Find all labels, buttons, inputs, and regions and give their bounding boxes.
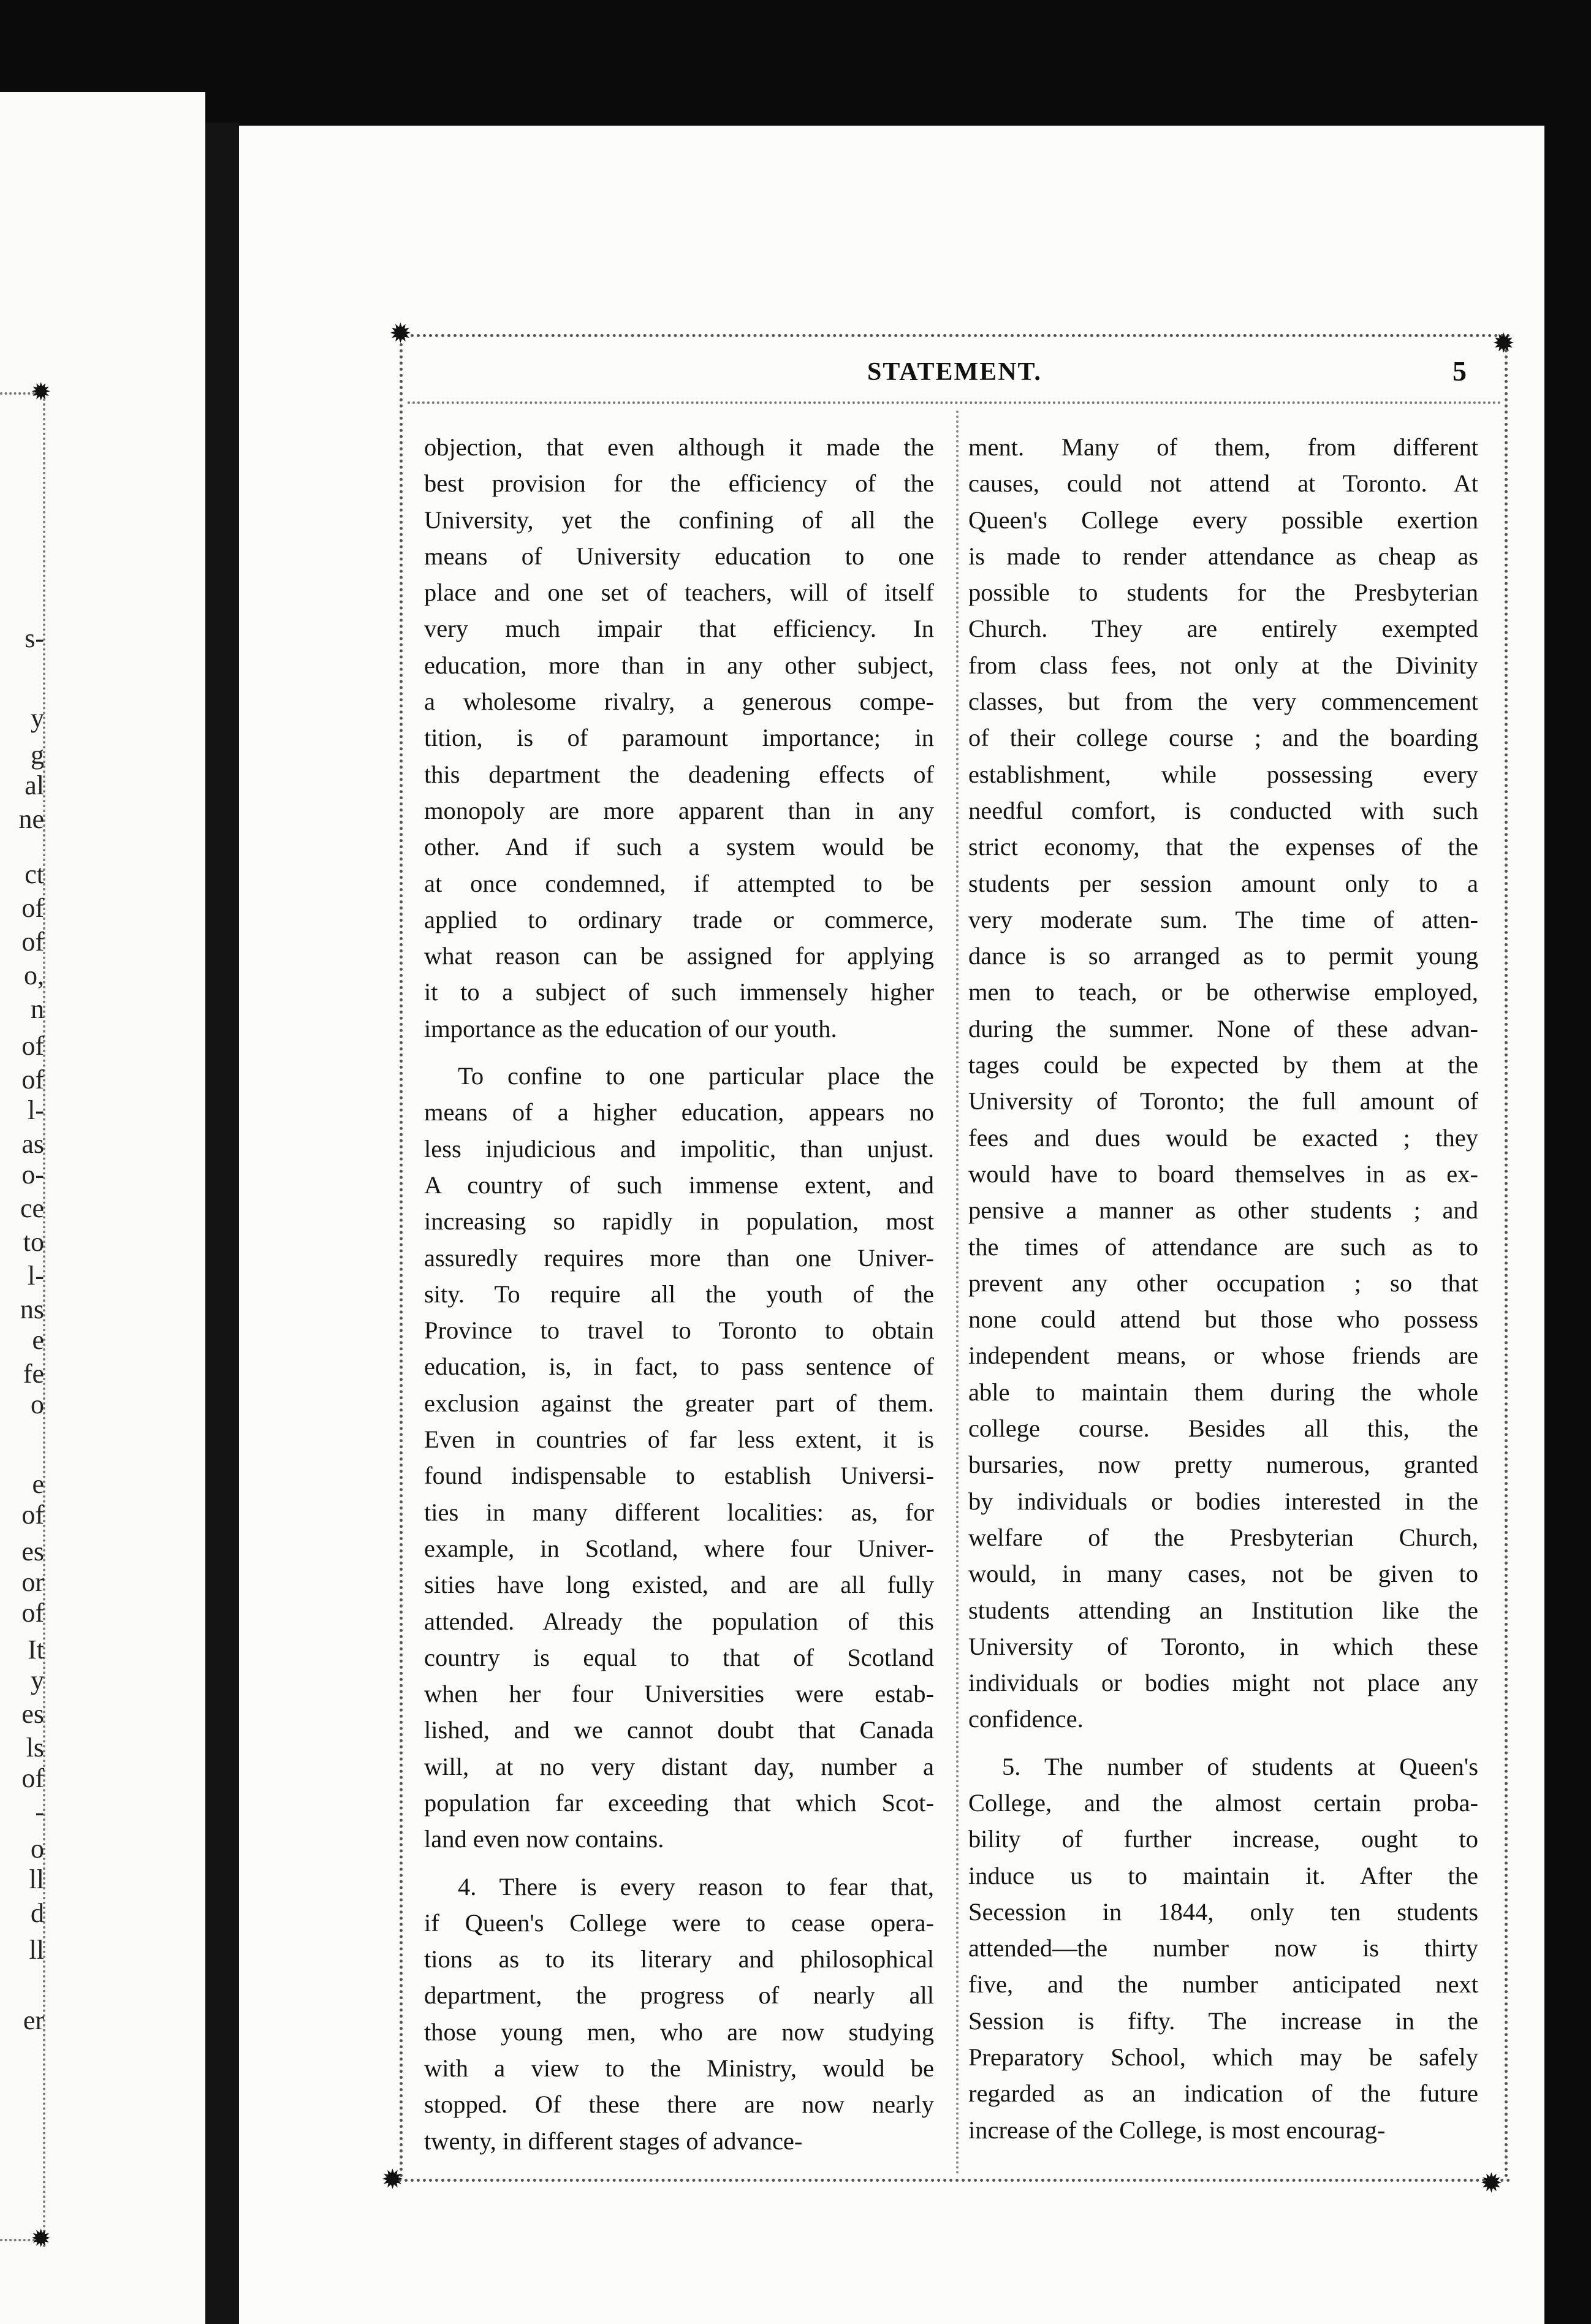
text-line: importance as the education of our youth. <box>424 1014 837 1042</box>
text-line: bility of further increase, ought to <box>968 1825 1478 1853</box>
text-line: ment. Many of them, from different <box>968 433 1478 461</box>
text-line: those young men, who are now studying <box>424 2018 934 2046</box>
text-line: Church. They are entirely exempted <box>968 615 1478 643</box>
text-line: University of Toronto; the full amount of <box>968 1087 1478 1115</box>
left-page-fragment: ls <box>26 1733 44 1763</box>
text-line: a wholesome rivalry, a generous compe- <box>424 688 934 716</box>
left-page-fragment: y <box>31 703 44 733</box>
left-page-corner-ornament: ✹ <box>31 2225 51 2252</box>
left-page-fragment: ll <box>29 1864 44 1894</box>
paragraph <box>424 1058 934 1858</box>
text-line: none could attend but those who possess <box>968 1305 1478 1334</box>
text-line: is made to render attendance as cheap as <box>968 542 1478 570</box>
text-line: establishment, while possessing every <box>968 760 1478 788</box>
text-line: prevent any other occupation ; so that <box>968 1269 1478 1297</box>
text-line: less injudicious and impolitic, than unjust. <box>424 1134 934 1163</box>
text-line: objection, that even although it made the <box>424 433 934 461</box>
text-line: place and one set of teachers, will of itself <box>424 579 934 607</box>
text-line: students attending an Institution like the <box>968 1596 1478 1624</box>
text-line: classes, but from the very commencement <box>968 688 1478 716</box>
left-text-column <box>424 429 934 2159</box>
text-line: sity. To require all the youth of the <box>424 1280 934 1308</box>
paragraph <box>968 429 1478 1737</box>
text-line: will, at no very distant day, number a <box>424 1752 934 1780</box>
text-line: students per session amount only to a <box>968 869 1478 897</box>
left-page-fragment: ct <box>25 859 44 889</box>
text-line: needful comfort, is conducted with such <box>968 796 1478 824</box>
left-page-fragment: o- <box>21 1160 44 1190</box>
left-page-fragment: e <box>32 1469 44 1499</box>
text-line: lished, and we cannot doubt that Canada <box>424 1716 934 1744</box>
left-page-fragment: er <box>23 2005 44 2035</box>
text-line: attended. Already the population of this <box>424 1607 934 1635</box>
paragraph <box>424 429 934 1047</box>
left-page-fragment: l- <box>28 1095 44 1125</box>
text-line: population far exceeding that which Scot- <box>424 1788 934 1817</box>
text-line: during the summer. None of these advan- <box>968 1014 1478 1042</box>
text-line: Secession in 1844, only ten students <box>968 1897 1478 1926</box>
text-line: University, yet the confining of all the <box>424 506 934 534</box>
text-line: education, is, in fact, to pass sentence of <box>424 1353 934 1381</box>
page-right-border <box>1505 337 1515 2179</box>
text-line: tition, is of paramount importance; in <box>424 724 934 752</box>
text-line: example, in Scotland, where four Univer- <box>424 1534 934 1562</box>
text-line: very moderate sum. The time of atten- <box>968 905 1478 933</box>
paragraph <box>968 1749 1478 2148</box>
corner-ornament-top-left: ✹ <box>389 319 412 349</box>
text-line: regarded as an indication of the future <box>968 2079 1478 2108</box>
left-page-fragment: of <box>21 1500 44 1530</box>
left-page-corner-ornament: ✹ <box>31 378 51 406</box>
text-line: men to teach, or be otherwise employed, <box>968 978 1478 1006</box>
text-line: Province to travel to Toronto to obtain <box>424 1316 934 1345</box>
text-line: with a view to the Ministry, would be <box>424 2054 934 2083</box>
left-page-fragment: of <box>21 927 44 957</box>
left-page-fragment: ce <box>20 1193 44 1223</box>
text-line: 4. There is every reason to fear that, <box>458 1872 934 1901</box>
left-page-fragment: o <box>31 1834 44 1864</box>
text-line: other. And if such a system would be <box>424 833 934 861</box>
page-number: 5 <box>1452 355 1467 387</box>
text-line: applied to ordinary trade or commerce, <box>424 905 934 933</box>
text-line: attended—the number now is thirty <box>968 1934 1478 1962</box>
text-line: tions as to its literary and philosophical <box>424 1945 934 1973</box>
left-page-fragment: of <box>21 1031 44 1061</box>
left-page-fragment: or <box>21 1567 44 1597</box>
corner-ornament-bottom-right: ✹ <box>1480 2168 1503 2198</box>
page-bottom-border <box>398 2179 1511 2189</box>
text-line: when her four Universities were estab- <box>424 1680 934 1708</box>
text-line: land even now contains. <box>424 1825 664 1853</box>
page-top-border <box>398 334 1511 344</box>
text-line: if Queen's College were to cease opera- <box>424 1908 934 1937</box>
left-page-fragment: e <box>32 1325 44 1355</box>
text-line: means of University education to one <box>424 542 934 570</box>
right-text-column <box>968 429 1478 2148</box>
paragraph <box>424 1869 934 2159</box>
left-page-fragment: ll <box>29 1935 44 1965</box>
column-divider <box>956 411 959 2176</box>
header-rule <box>408 401 1502 404</box>
text-line: best provision for the efficiency of the <box>424 469 934 498</box>
page-left-border <box>400 337 410 2179</box>
text-line: A country of such immense extent, and <box>424 1171 934 1199</box>
left-page-fragment: ne <box>18 804 44 834</box>
left-page-fragment: - <box>35 1797 44 1827</box>
text-line: of their college course ; and the boarding <box>968 724 1478 752</box>
left-page-fragment: es <box>21 1536 44 1566</box>
left-page-text-fragments <box>0 92 44 2324</box>
text-line: would, in many cases, not be given to <box>968 1560 1478 1588</box>
text-line: education, more than in any other subject, <box>424 651 934 679</box>
text-line: individuals or bodies might not place any <box>968 1669 1478 1697</box>
left-page-fragment: to <box>23 1227 44 1257</box>
book-gutter <box>205 123 239 2324</box>
text-line: fees and dues would be exacted ; they <box>968 1123 1478 1152</box>
text-line: assuredly requires more than one Univer- <box>424 1244 934 1272</box>
text-line: means of a higher education, appears no <box>424 1098 934 1126</box>
left-page-fragment: n <box>31 994 44 1024</box>
left-page-fragment: as <box>21 1129 44 1159</box>
text-line: stopped. Of these there are now nearly <box>424 2090 934 2119</box>
left-page-fragment: It <box>28 1635 44 1665</box>
text-line: ties in many different localities: as, for <box>424 1498 934 1526</box>
text-line: To confine to one particular place the <box>458 1062 934 1090</box>
left-page-fragment: ns <box>20 1294 44 1324</box>
text-line: monopoly are more apparent than in any <box>424 796 934 824</box>
text-line: very much impair that efficiency. In <box>424 615 934 643</box>
left-page-fragment: fe <box>23 1359 44 1389</box>
text-line: increase of the College, is most encourag- <box>968 2116 1386 2144</box>
text-line: would have to board themselves in as ex- <box>968 1160 1478 1188</box>
text-line: what reason can be assigned for applying <box>424 942 934 970</box>
text-line: the times of attendance are such as to <box>968 1232 1478 1261</box>
text-line: college course. Besides all this, the <box>968 1415 1478 1443</box>
left-page-fragment: of <box>21 1763 44 1793</box>
corner-ornament-bottom-left: ✹ <box>381 2165 404 2195</box>
text-line: Queen's College every possible exertion <box>968 506 1478 534</box>
text-line: welfare of the Presbyterian Church, <box>968 1523 1478 1551</box>
left-page-fragment: g <box>31 740 44 770</box>
text-line: increasing so rapidly in population, most <box>424 1207 934 1236</box>
text-line: able to maintain them during the whole <box>968 1378 1478 1406</box>
left-page-fragment: of <box>21 1598 44 1628</box>
text-line: from class fees, not only at the Divinity <box>968 651 1478 679</box>
text-line: confidence. <box>968 1705 1084 1733</box>
left-page-fragment: es <box>21 1699 44 1729</box>
text-line: possible to students for the Presbyterian <box>968 579 1478 607</box>
text-line: it to a subject of such immensely higher <box>424 978 934 1006</box>
text-line: independent means, or whose friends are <box>968 1342 1478 1370</box>
left-page-fragment: s- <box>25 623 44 653</box>
text-line: twenty, in different stages of advance- <box>424 2127 803 2155</box>
running-head: STATEMENT. <box>867 358 1042 386</box>
text-line: this department the deadening effects of <box>424 760 934 788</box>
left-page-fragment: of <box>21 1065 44 1095</box>
text-line: University of Toronto, in which these <box>968 1632 1478 1660</box>
text-line: five, and the number anticipated next <box>968 1970 1478 1999</box>
text-line: department, the progress of nearly all <box>424 1981 934 2010</box>
corner-ornament-top-right: ✹ <box>1492 328 1515 359</box>
text-line: 5. The number of students at Queen's <box>1002 1752 1478 1780</box>
left-page-fragment: y <box>31 1665 44 1695</box>
left-page-fragment: l- <box>28 1261 44 1291</box>
text-line: tages could be expected by them at the <box>968 1051 1478 1079</box>
left-page-fragment: o, <box>24 960 44 990</box>
book-page <box>239 126 1544 2324</box>
left-page-fragment: of <box>21 893 44 923</box>
text-line: country is equal to that of Scotland <box>424 1643 934 1671</box>
text-line: Session is fifty. The increase in the <box>968 2007 1478 2035</box>
text-line: by individuals or bodies interested in the <box>968 1487 1478 1515</box>
text-line: induce us to maintain it. After the <box>968 1861 1478 1889</box>
left-page-fragment: o <box>31 1389 44 1419</box>
left-facing-page <box>0 92 205 2324</box>
left-page-fragment: d <box>31 1898 44 1928</box>
text-line: pensive a manner as other students ; and <box>968 1196 1478 1225</box>
text-line: at once condemned, if attempted to be <box>424 869 934 897</box>
text-line: exclusion against the greater part of them. <box>424 1389 934 1417</box>
left-page-fragment: al <box>25 770 44 800</box>
text-line: strict economy, that the expenses of the <box>968 833 1478 861</box>
text-line: sities have long existed, and are all fully <box>424 1571 934 1599</box>
text-line: dance is so arranged as to permit young <box>968 942 1478 970</box>
text-line: causes, could not attend at Toronto. At <box>968 469 1478 498</box>
text-line: bursaries, now pretty numerous, granted <box>968 1451 1478 1479</box>
text-line: found indispensable to establish Universi- <box>424 1462 934 1490</box>
text-line: Preparatory School, which may be safely <box>968 2043 1478 2071</box>
text-line: College, and the almost certain proba- <box>968 1788 1478 1817</box>
text-line: Even in countries of far less extent, it is <box>424 1426 934 1454</box>
